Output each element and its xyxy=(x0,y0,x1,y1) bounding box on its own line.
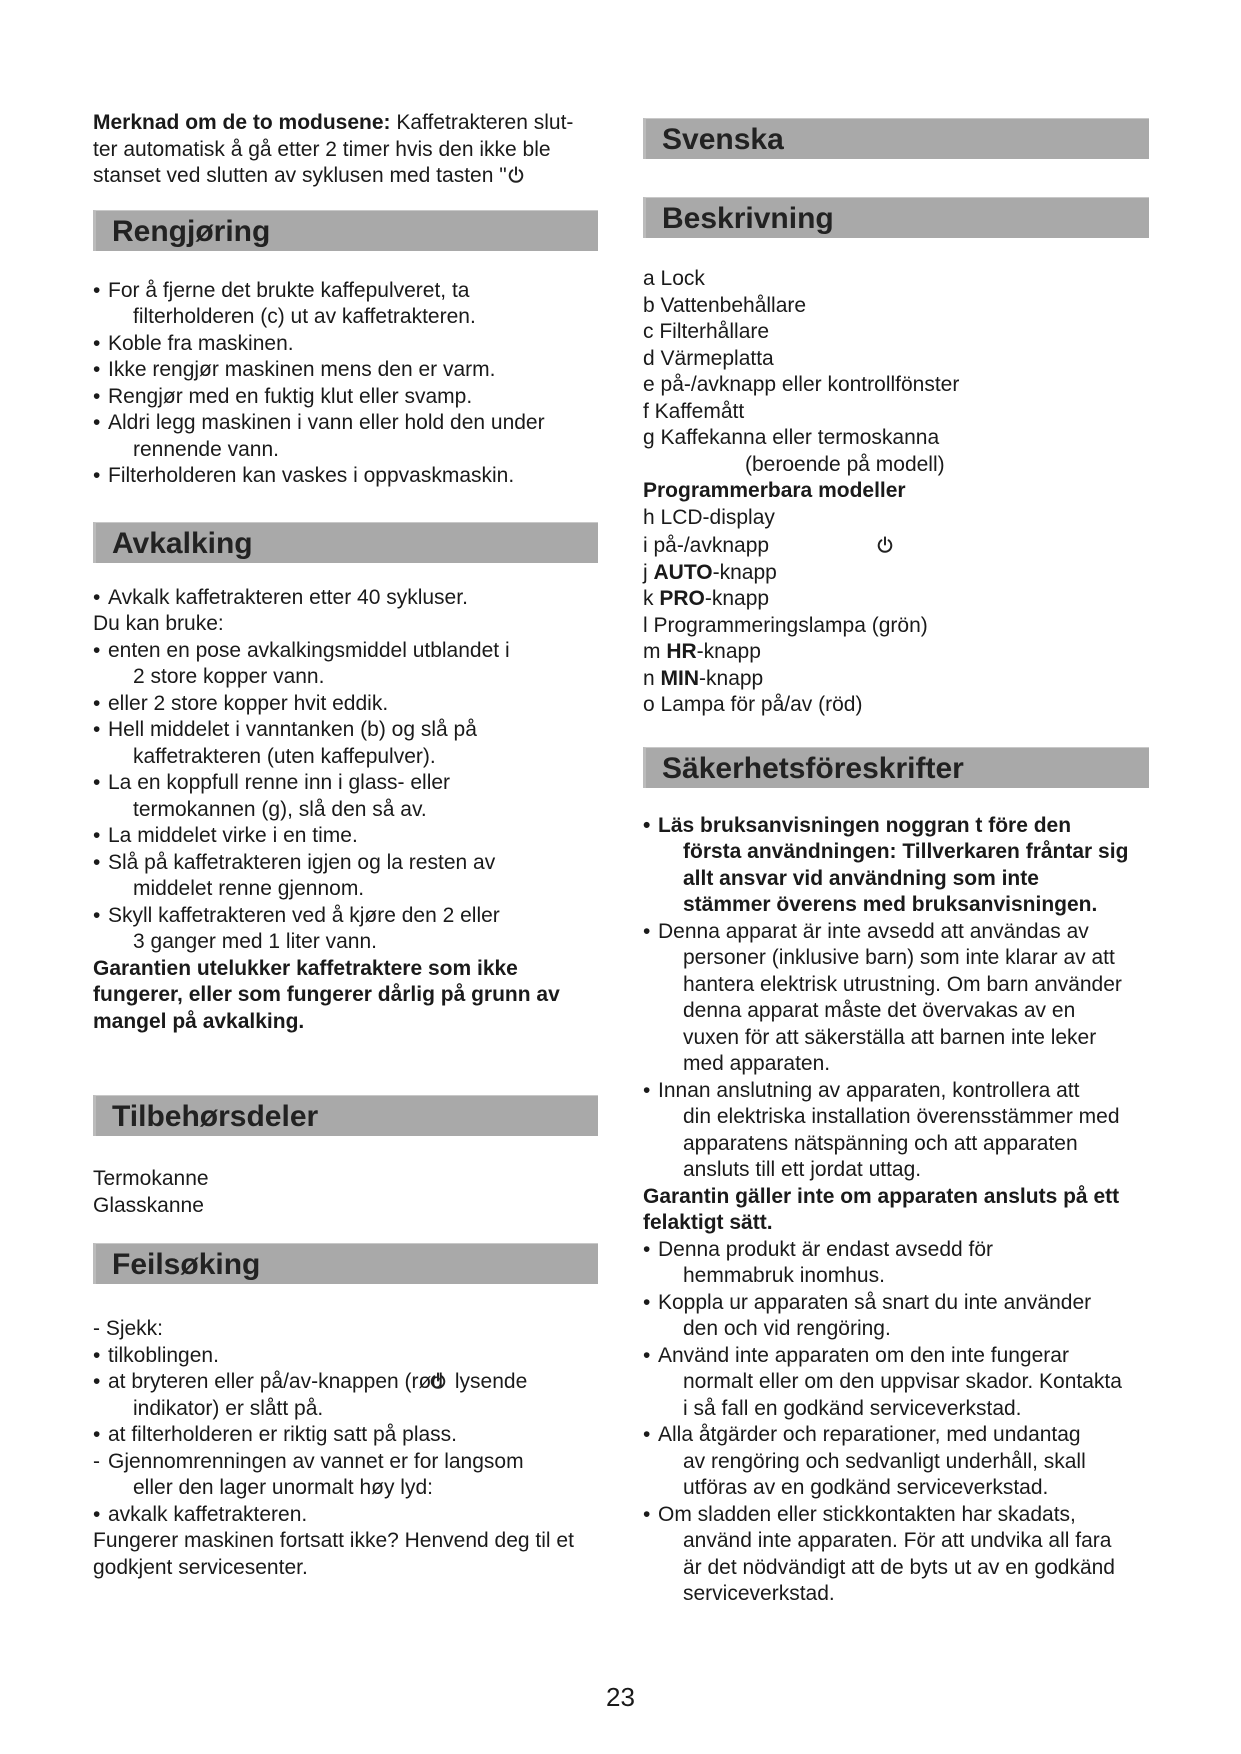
list-item: • Om sladden eller stickkontakten har skadats, xyxy=(643,1502,1163,1529)
right-column xyxy=(643,118,1163,1608)
list-item: • Denna produkt är endast avsedd för xyxy=(643,1237,1163,1264)
list-item: a Lock xyxy=(643,267,705,290)
list-item: • La en koppfull renne inn i glass- eller xyxy=(93,770,613,797)
list-item: • at filterholderen er riktig satt på plass. xyxy=(93,1422,613,1449)
list-item: k PRO-knapp xyxy=(643,587,770,610)
list-item: c Filterhållare xyxy=(643,320,770,343)
list-item: j AUTO-knapp xyxy=(643,560,777,584)
sakerhet-list: • Läs bruksanvisningen noggran t före den första användningen: Tillverkaren fråntar sig allt ansvar vid användning som inte stämmer överens med bruksanvisningen. • Denna apparat är inte avsedd att användas av personer (inklusive barn) som inte klarar av att hantera elektrisk utrustning. Om barn använder denna apparat måste det övervakas av en vuxen för att säkerställa att barnen inte leker med apparaten. • Innan anslutning av apparaten, kontrollera att din elektriska installation överensstämmer med apparatens nätspänning och att apparaten ansluts till ett jordat uttag. Garantin gäller inte om apparaten ansluts på ett felaktigt sätt. • Denna produkt är endast avsedd för hemmabruk inomhus. • Koppla ur apparaten så snart du inte använder den och vid rengöring. • Använd inte apparaten om den inte fungerar normalt eller om den uppvisar skador. Kontakta i så fall en godkänd serviceverkstad. • Alla åtgärder och reparationer, med undantag av rengöring och sedvanligt underhåll, skall utföras av en godkänd serviceverkstad. • Om sladden eller stickkontakten har skadats, använd inte apparaten. För att undvika all fara är det nödvändigt att de byts ut av en godkänd serviceverkstad. xyxy=(643,813,1163,1608)
subheading: Programmerbara modeller xyxy=(643,479,906,502)
list-item: • Aldri legg maskinen i vann eller hold den under xyxy=(93,410,613,437)
list-item: • Ikke rengjør maskinen mens den er varm. xyxy=(93,357,613,384)
list-item: • La middelet virke i en time. xyxy=(93,823,613,850)
list-item: - Gjennomrenningen av vannet er for langsom xyxy=(93,1449,613,1476)
list-item: h LCD-display xyxy=(643,505,775,529)
warranty-note: Garantin gäller inte om apparaten ansluts på ett xyxy=(643,1184,1120,1208)
list-item: • Denna apparat är inte avsedd att användas av xyxy=(643,919,1163,946)
list-item: l Programmeringslampa (grön) xyxy=(643,613,928,637)
tilbehor-list xyxy=(93,1166,613,1219)
left-column xyxy=(93,110,613,1581)
list-item: • Innan anslutning av apparaten, kontrollera att xyxy=(643,1078,1163,1105)
list-item: n MIN-knapp xyxy=(643,666,764,690)
section-header-tilbehorsdeler: Tilbehørsdeler xyxy=(93,1095,598,1136)
note-paragraph: Merknad om de to modusene: Kaffetrakteren slut- ter automatisk å gå etter 2 timer hvis den ikke ble stanset ved slutten av syklusen med tasten " xyxy=(93,111,574,187)
list-item: • avkalk kaffetrakteren. xyxy=(93,1502,613,1529)
list-item: • Hell middelet i vanntanken (b) og slå på xyxy=(93,717,613,744)
rengjoring-list: • For å fjerne det brukte kaffepulveret, ta filterholderen (c) ut av kaffetrakteren. • Koble fra maskinen. • Ikke rengjør maskinen mens den er varm. • Rengjør med en fuktig klut eller svamp. • Aldri legg maskinen i vann eller hold den under rennende vann. • Filterholderen kan vaskes i oppvaskmaskin. xyxy=(93,278,613,490)
list-item: • Skyll kaffetrakteren ved å kjøre den 2 eller xyxy=(93,903,613,930)
list-item: • eller 2 store kopper hvit eddik. xyxy=(93,691,613,718)
list-item: • tilkoblingen. xyxy=(93,1343,613,1370)
section-header-feilsoking: Feilsøking xyxy=(93,1243,598,1284)
section-header-sakerhetsforeskrifter: Säkerhetsföreskrifter xyxy=(643,747,1149,788)
warranty-note: Garantien utelukker kaffetraktere som ikke xyxy=(93,956,518,980)
list-item: m HR-knapp xyxy=(643,640,761,663)
page-number: 23 xyxy=(606,1682,635,1712)
list-item: • Läs bruksanvisningen noggran t före den xyxy=(643,813,1163,840)
list-item: • Använd inte apparaten om den inte fungerar xyxy=(643,1343,1163,1370)
list-item: f Kaffemått xyxy=(643,399,745,423)
section-header-avkalking: Avkalking xyxy=(93,522,598,563)
list-item: g Kaffekanna eller termoskanna xyxy=(643,426,940,449)
list-item: • at bryteren eller på/av-knappen (rød lysende xyxy=(93,1369,613,1396)
list-item: o Lampa för på/av (röd) xyxy=(643,693,863,716)
power-icon xyxy=(429,1372,447,1390)
list-item: • enten en pose avkalkingsmiddel utblandet i xyxy=(93,638,613,665)
power-icon xyxy=(507,166,525,184)
language-header-svenska: Svenska xyxy=(643,118,1149,159)
list-item: • Koble fra maskinen. xyxy=(93,331,613,358)
section-header-beskrivning: Beskrivning xyxy=(643,197,1149,238)
list-item: Termokanne xyxy=(93,1167,209,1190)
note-label: Merknad om de to modusene: xyxy=(93,111,391,134)
list-item: • Slå på kaffetrakteren igjen og la resten av xyxy=(93,850,613,877)
list-item: • Alla åtgärder och reparationer, med undantag xyxy=(643,1422,1163,1449)
list-item: d Värmeplatta xyxy=(643,346,774,370)
list-item: i på-/avknapp xyxy=(643,533,1163,560)
list-item: • Rengjør med en fuktig klut eller svamp. xyxy=(93,384,613,411)
list-item: Glasskanne xyxy=(93,1193,204,1217)
section-header-rengjoring: Rengjøring xyxy=(93,210,598,251)
list-item: • Koppla ur apparaten så snart du inte använder xyxy=(643,1290,1163,1317)
power-icon xyxy=(876,536,894,554)
list-item: • Filterholderen kan vaskes i oppvaskmaskin. xyxy=(93,463,613,490)
beskrivning-list: a Lock b Vattenbehållare c Filterhållare d Värmeplatta e på-/avknapp eller kontrollfönster f Kaffemått g Kaffekanna eller termoskanna (beroende på modell) Programmerbara modeller h LCD-display i på-/avknapp j AUTO-knapp k PRO-knapp l Programmeringslampa (grön) m HR-knapp n MIN-knapp o Lampa för på/av (röd) xyxy=(643,266,1163,719)
list-item: • Avkalk kaffetrakteren etter 40 sykluser. xyxy=(93,585,613,612)
list-item: • For å fjerne det brukte kaffepulveret, ta xyxy=(93,278,613,305)
list-item: b Vattenbehållare xyxy=(643,293,807,317)
list-item: e på-/avknapp eller kontrollfönster xyxy=(643,373,960,396)
avkalking-list: • Avkalk kaffetrakteren etter 40 sykluser. Du kan bruke: • enten en pose avkalkingsmiddel utblandet i 2 store kopper vann. • eller 2 store kopper hvit eddik. • Hell middelet i vanntanken (b) og slå på kaffetrakteren (uten kaffepulver). • La en koppfull renne inn i glass- eller termokannen (g), slå den så av. • La middelet virke i en time. • Slå på kaffetrakteren igjen og la resten av middelet renne gjennom. • Skyll kaffetrakteren ved å kjøre den 2 eller 3 ganger med 1 liter vann. Garantien utelukker kaffetraktere som ikke fungerer, eller som fungerer dårlig på grunn av mangel på avkalking. xyxy=(93,585,613,1036)
feilsoking-list: - Sjekk: • tilkoblingen. • at bryteren eller på/av-knappen (rød lysende indikator) er slått på. • at filterholderen er riktig satt på plass. - Gjennomrenningen av vannet er for langsom eller den lager unormalt høy lyd: • avkalk kaffetrakteren. Fungerer maskinen fortsatt ikke? Henvend deg til et godkjent servicesenter. xyxy=(93,1316,613,1581)
